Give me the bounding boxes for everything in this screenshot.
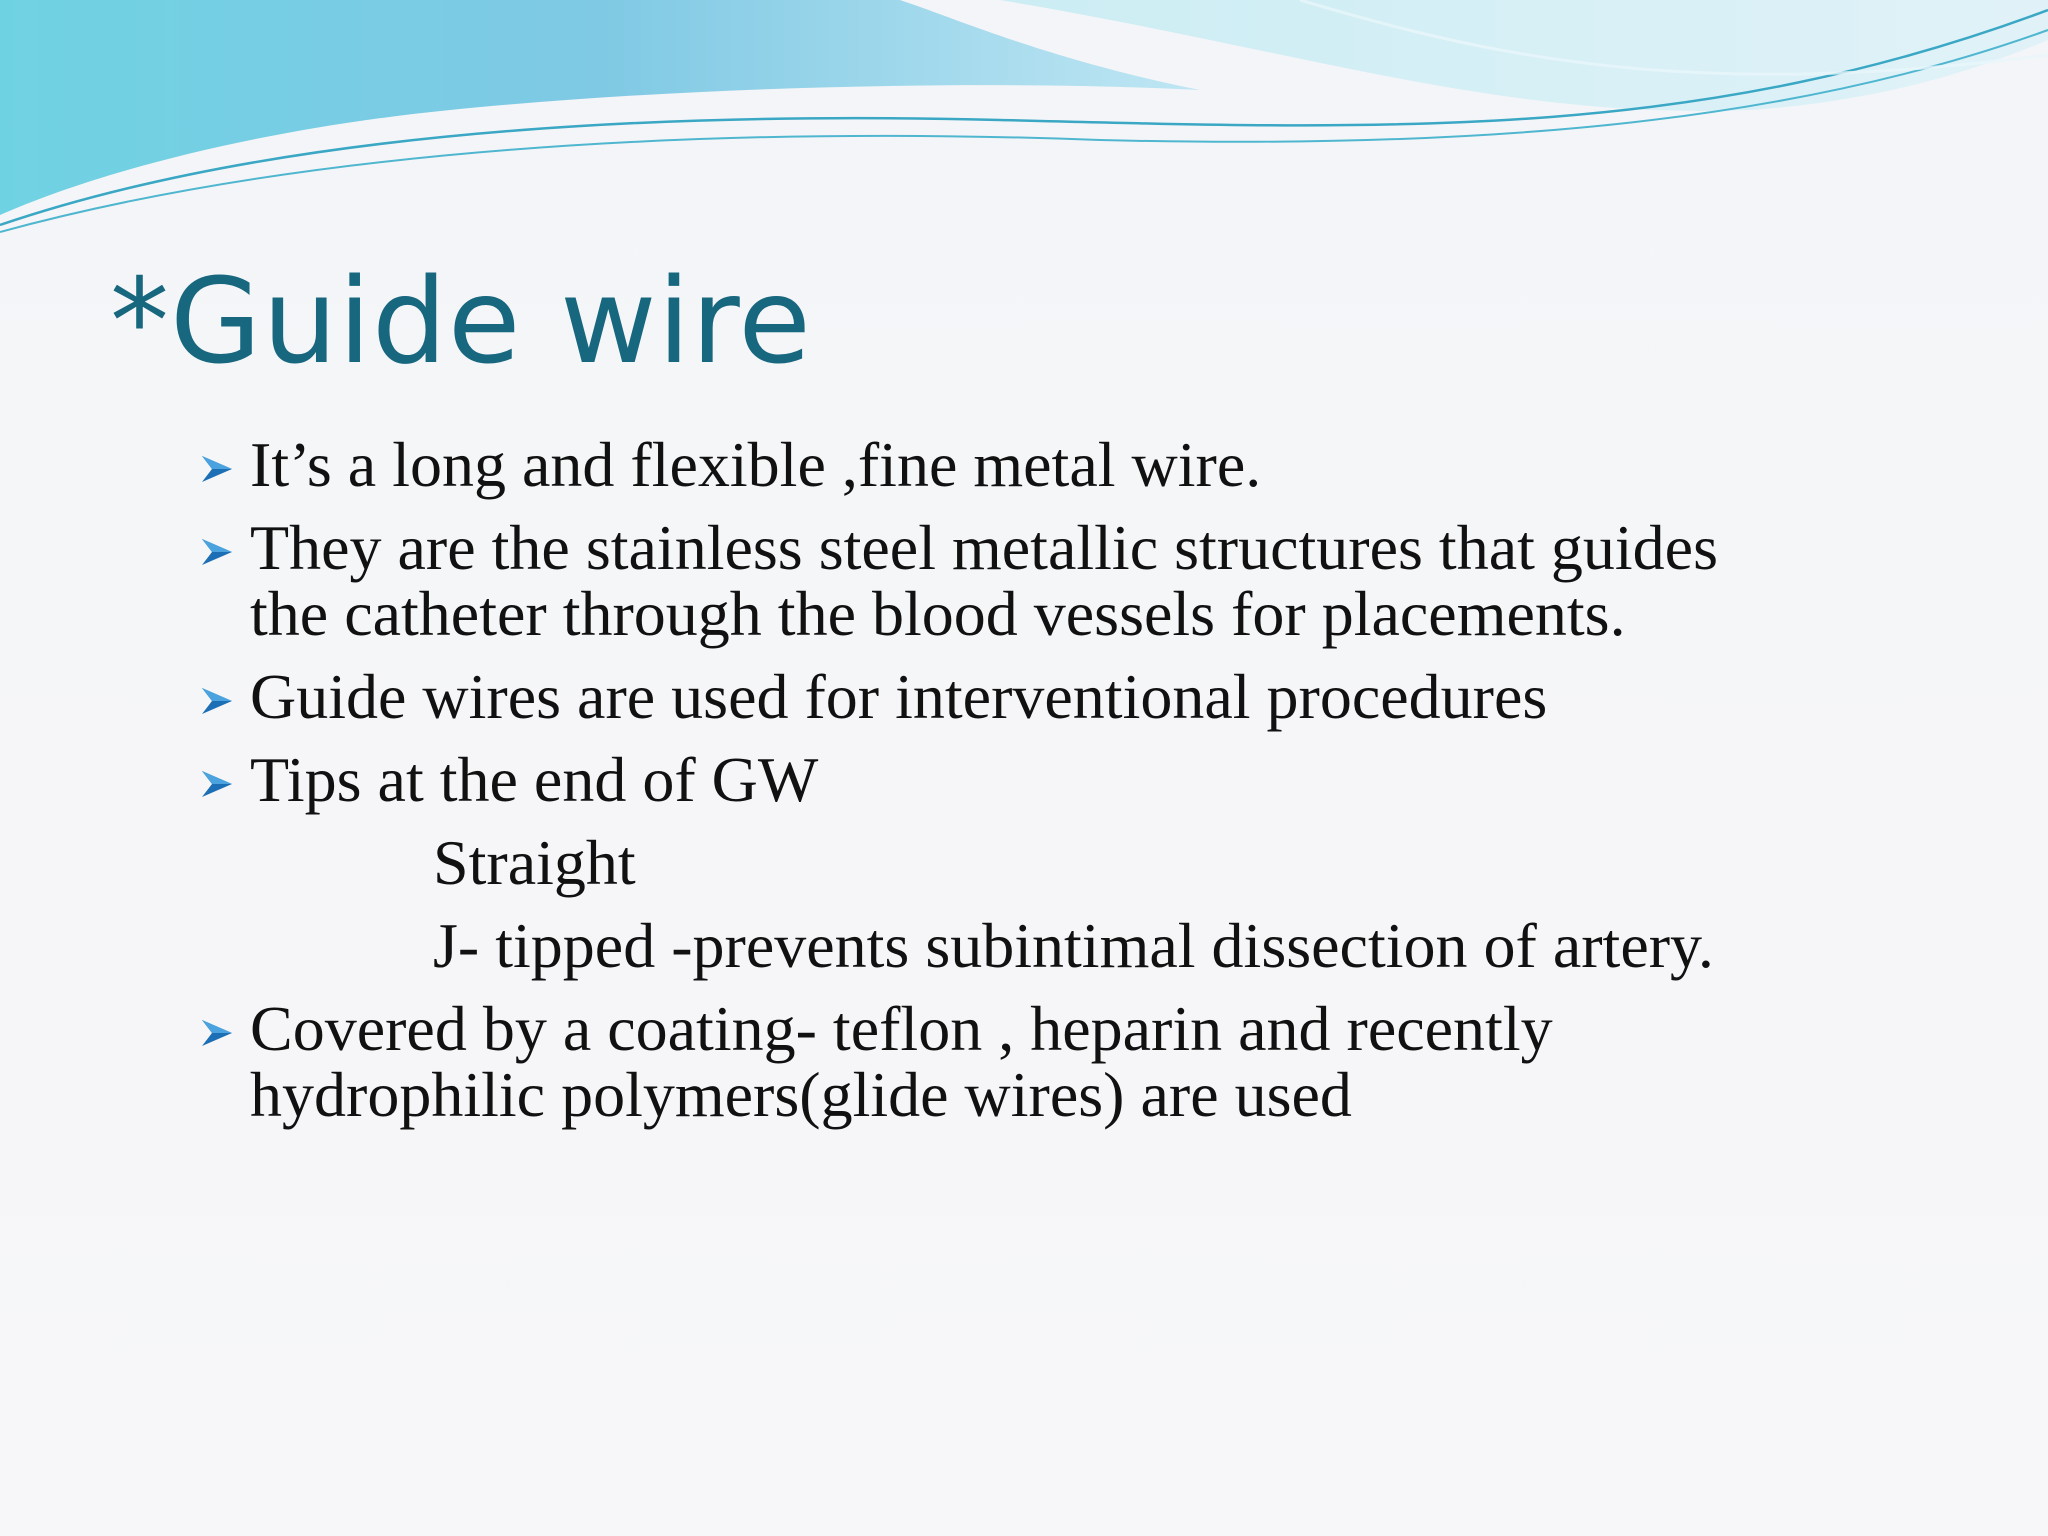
header-wave-decoration [0, 0, 2048, 240]
bullet-item [200, 429, 1760, 500]
tip-j-tipped [200, 910, 1760, 981]
tip-straight-text: Straight [433, 827, 636, 898]
arrowhead-bullet-icon [200, 686, 234, 716]
arrowhead-bullet-icon [200, 454, 234, 484]
arrowhead-bullet-icon [200, 769, 234, 799]
arrowhead-bullet-icon [200, 537, 234, 567]
bullet-item [200, 512, 1760, 649]
bullet-list [200, 429, 1760, 1145]
bullet-text: They are the stainless steel metallic structures that guides the catheter through the blood vessels for placements. [250, 512, 1718, 649]
bullet-item [200, 661, 1760, 732]
bullet-item [200, 744, 1760, 815]
slide-title: *Guide wire [110, 252, 812, 390]
bullet-item [200, 993, 1760, 1130]
bullet-text: Tips at the end of GW [250, 744, 819, 815]
bullet-text: It’s a long and flexible ,fine metal wire. [250, 429, 1262, 500]
tip-straight [200, 827, 1760, 898]
bullet-text: Covered by a coating- teflon , heparin and recently hydrophilic polymers(glide wires) are used [250, 993, 1553, 1130]
tip-j-tipped-text: J- tipped -prevents subintimal dissection of artery. [433, 910, 1714, 981]
bullet-text: Guide wires are used for interventional procedures [250, 661, 1548, 732]
arrowhead-bullet-icon [200, 1018, 234, 1048]
